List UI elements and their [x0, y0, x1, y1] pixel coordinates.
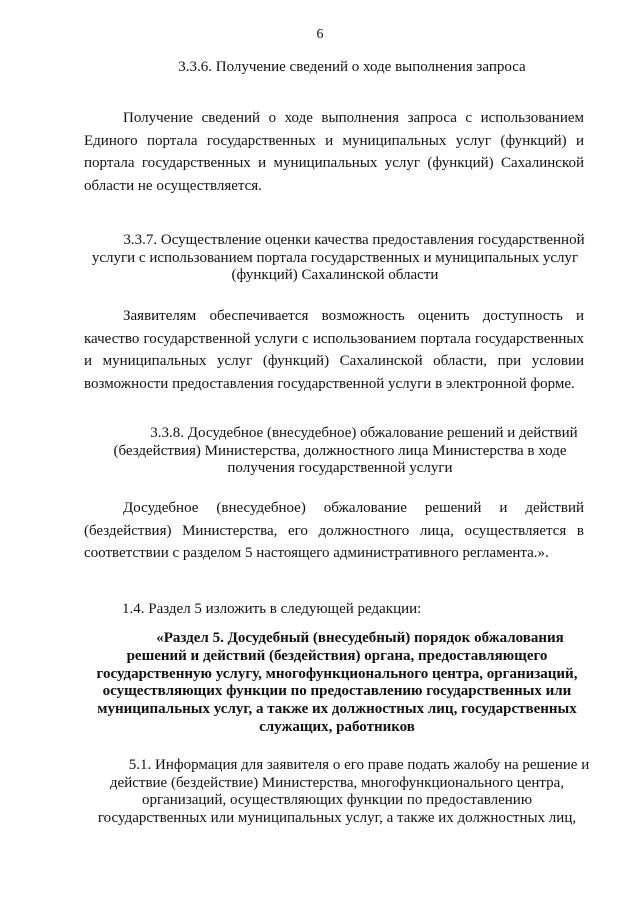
section-5-title [80, 630, 594, 737]
title-line: служащих, работников [259, 718, 415, 735]
amendment-item-1-4: 1.4. Раздел 5 изложить в следующей редакции: [122, 601, 422, 617]
text-line: возможности предоставления государственной услуги в электронной форме. [84, 375, 575, 392]
heading-line: (бездействия) Министерства, должностного лица Министерства в ходе [113, 442, 567, 459]
text-line: организаций, осуществляющих функции по предоставлению [141, 792, 533, 808]
heading-line: 3.3.8. Досудебное (внесудебное) обжалование решений и действий [150, 425, 578, 441]
text-line: действие (бездействие) Министерства, многофункционального центра, [109, 774, 565, 791]
text-line: портала государственных и муниципальных услуг (функций) Сахалинской [84, 155, 584, 171]
heading-line: 3.3.7. Осуществление оценки качества предоставления государственной [123, 232, 585, 248]
heading-line: (функций) Сахалинской области [231, 267, 439, 283]
title-line: муниципальных услуг, а также их должностных лиц, государственных [97, 701, 577, 718]
text-line: Заявителям обеспечивается возможность оценить доступность и [123, 308, 584, 324]
text-line: Единого портала государственных и муниципальных услуг (функций) и [84, 132, 584, 149]
section-heading-3-3-7 [82, 232, 588, 285]
paragraph-5-1 [84, 757, 590, 827]
paragraph-3-3-6 [84, 107, 584, 197]
text-line: (бездействия) Министерства, его должностного лица, осуществляется в [84, 522, 584, 539]
text-line: области не осуществляется. [84, 177, 262, 194]
paragraph-3-3-8 [84, 497, 584, 565]
section-heading-3-3-6: 3.3.6. Получение сведений о ходе выполнения запроса [178, 59, 526, 75]
page-number: 6 [316, 27, 324, 42]
text-line: соответствии с разделом 5 настоящего административного регламента.». [84, 545, 549, 561]
heading-line: получения государственной услуги [227, 460, 453, 476]
title-line: «Раздел 5. Досудебный (внесудебный) порядок обжалования [156, 630, 564, 646]
text-line: 5.1. Информация для заявителя о его праве подать жалобу на решение и [128, 757, 590, 773]
text-line: Получение сведений о ходе выполнения запроса с использованием [123, 110, 584, 126]
title-line: государственную услугу, многофункционального центра, организаций, [96, 665, 578, 682]
paragraph-3-3-7 [84, 305, 584, 395]
text-line: Досудебное (внесудебное) обжалование решений и действий [123, 500, 584, 516]
text-line: качество государственной услуги с использованием портала государственных [84, 330, 584, 347]
section-heading-3-3-8 [90, 425, 590, 478]
text-line: государственных или муниципальных услуг, а также их должностных лиц, [97, 809, 577, 826]
text-line: и муниципальных услуг (функций) Сахалинской области, при условии [84, 353, 584, 369]
heading-line: услуги с использованием портала государственных и муниципальных услуг [91, 249, 579, 266]
title-line: решений и действий (бездействия) органа, предоставляющего [126, 647, 548, 664]
title-line: осуществляющих функции по предоставлению государственных или [102, 683, 572, 700]
